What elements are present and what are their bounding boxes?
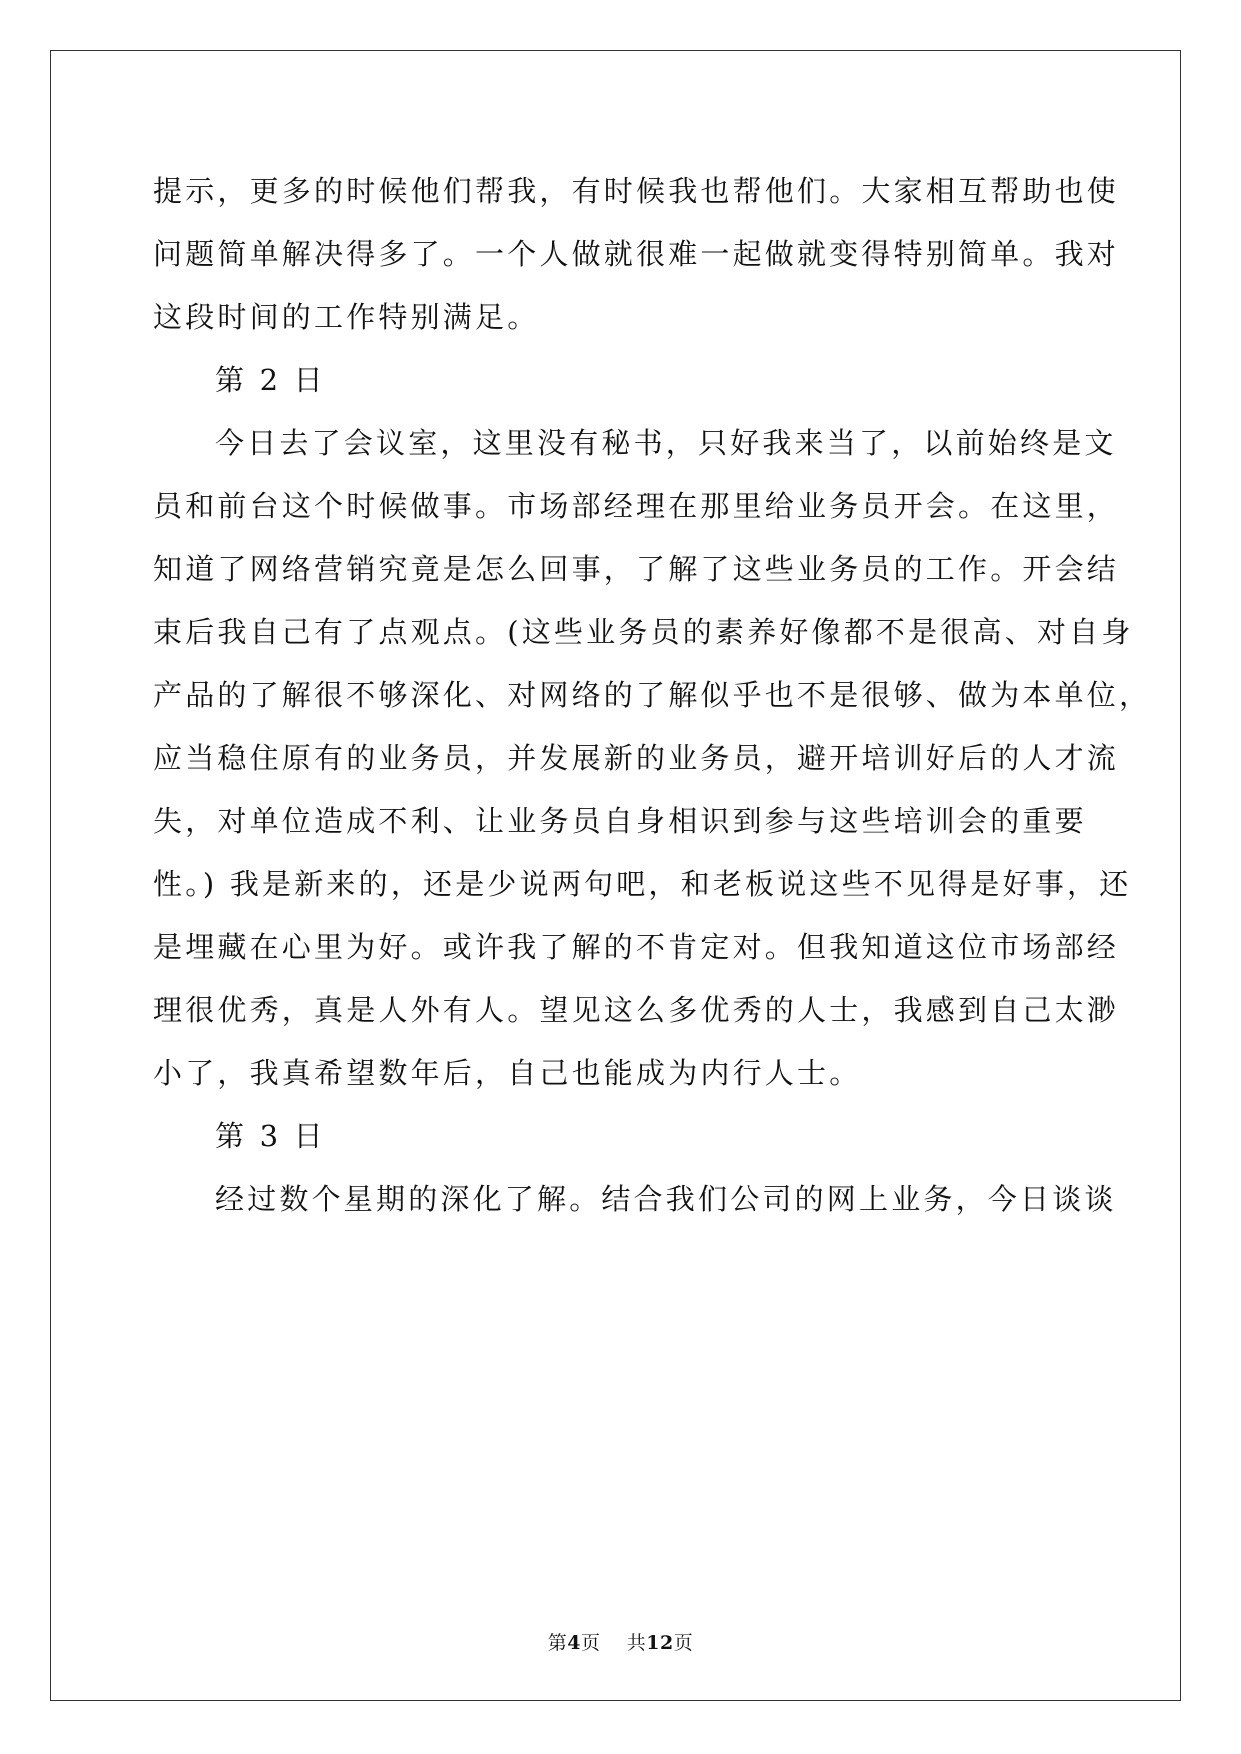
text-line: 员和前台这个时候做事。市场部经理在那里给业务员开会。在这里， (153, 489, 1120, 523)
text-line: 性。) 我是新来的，还是少说两句吧，和老板说这些不见得是好事，还 (153, 867, 1132, 901)
text-line: 知道了网络营销究竟是怎么回事，了解了这些业务员的工作。开会结 (153, 552, 1120, 586)
footer-page-number: 4 (567, 1632, 582, 1654)
text-line: 问题简单解决得多了。一个人做就很难一起做就变得特别简单。我对 (153, 237, 1120, 271)
text-line: 产品的了解很不够深化、对网络的了解似乎也不是很够、做为本单位， (153, 678, 1152, 712)
footer-total-pages: 12 (646, 1632, 674, 1654)
text-line: 这段时间的工作特别满足。 (153, 300, 540, 334)
footer-total-suffix: 页 (673, 1632, 694, 1654)
text-line: 是埋藏在心里为好。或许我了解的不肯定对。但我知道这位市场部经 (153, 930, 1120, 964)
footer-page-suffix: 页 (581, 1632, 601, 1654)
paragraph-first-line: 今日去了会议室，这里没有秘书，只好我来当了，以前始终是文 (215, 426, 1117, 460)
day-heading: 第 2 日 (215, 363, 326, 397)
paragraph-first-line: 经过数个星期的深化了解。结合我们公司的网上业务，今日谈谈 (215, 1182, 1117, 1216)
footer-page-prefix: 第 (547, 1632, 568, 1654)
text-line: 失，对单位造成不利、让业务员自身相识到参与这些培训会的重要 (153, 804, 1087, 838)
text-line: 束后我自己有了点观点。(这些业务员的素养好像都不是很高、对自身 (153, 615, 1134, 649)
page-footer (0, 1628, 1241, 1655)
text-line: 理很优秀，真是人外有人。望见这么多优秀的人士，我感到自己太渺 (153, 993, 1120, 1027)
text-line: 小了，我真希望数年后，自己也能成为内行人士。 (153, 1056, 862, 1090)
text-line: 提示，更多的时候他们帮我，有时候我也帮他们。大家相互帮助也使 (153, 174, 1120, 208)
footer-total-prefix: 共 (626, 1632, 647, 1654)
text-line: 应当稳住原有的业务员，并发展新的业务员，避开培训好后的人才流 (153, 741, 1120, 775)
document-body (153, 160, 1152, 1231)
day-heading: 第 3 日 (215, 1119, 326, 1153)
